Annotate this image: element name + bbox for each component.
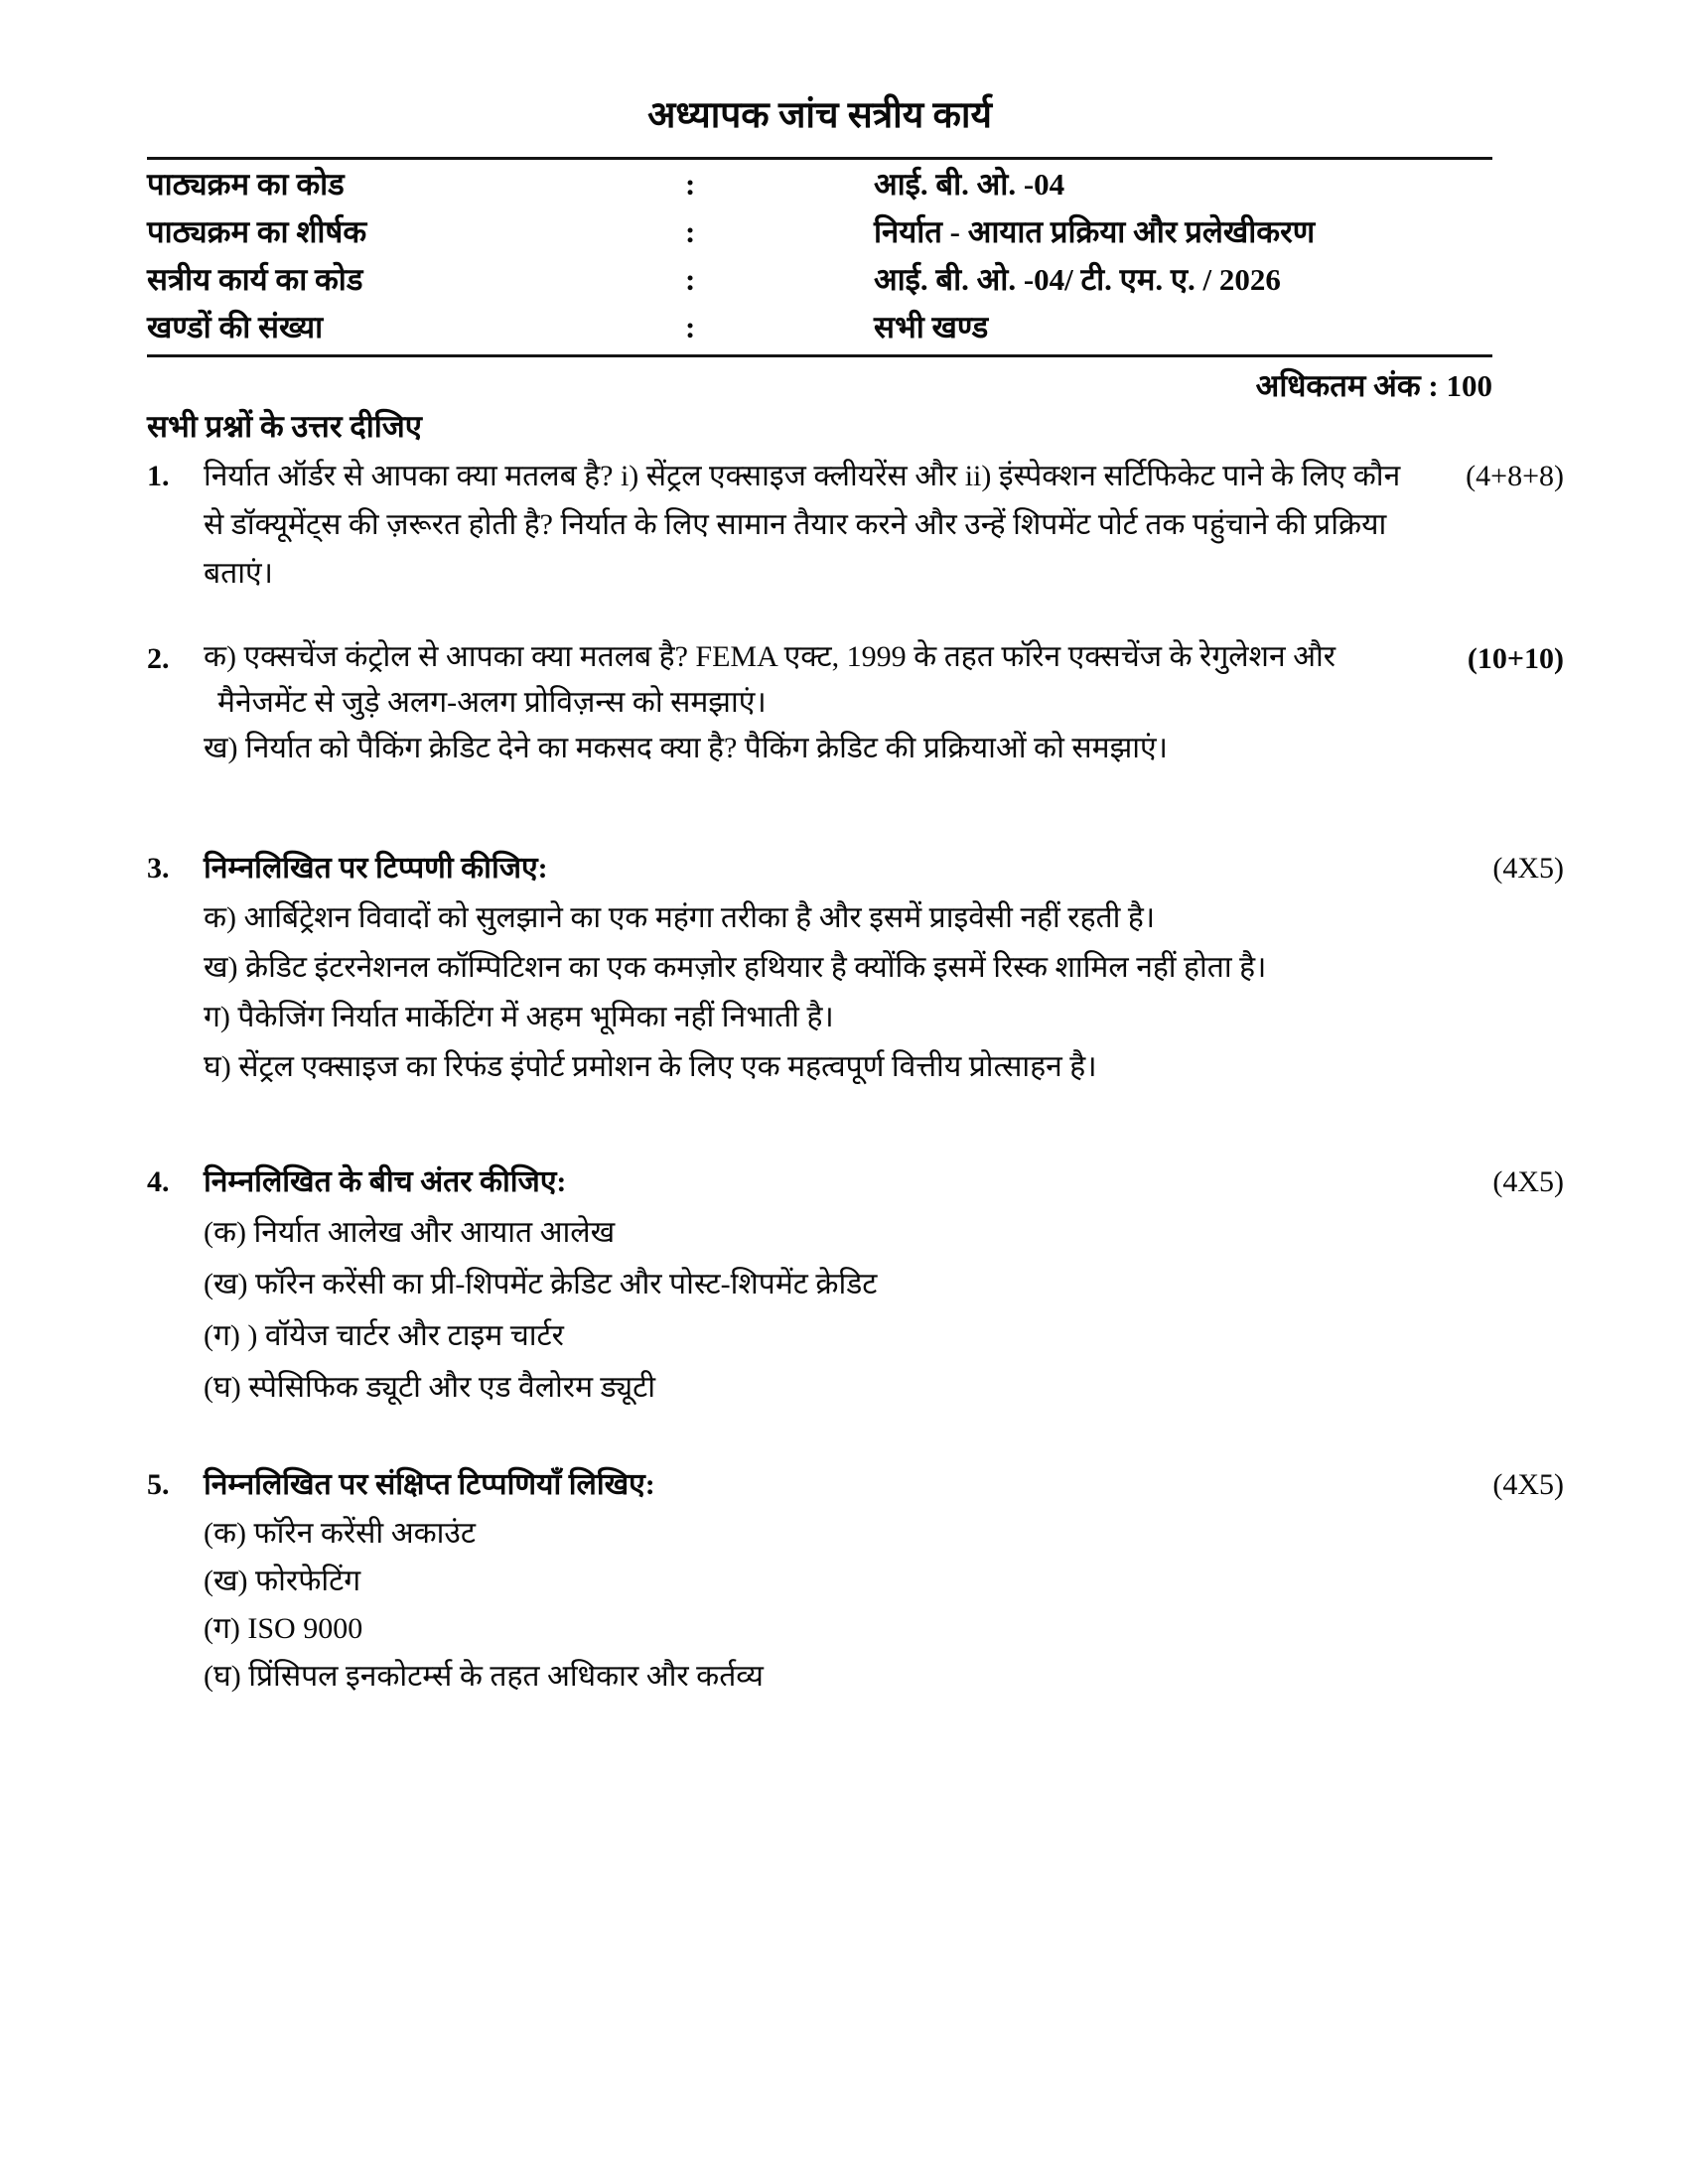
question-5-item-b: (ख) फोरफेटिंग: [204, 1565, 361, 1597]
question-2-marks: (10+10): [1467, 642, 1564, 675]
question-3-item-d: घ) सेंट्रल एक्साइज का रिफंड इंपोर्ट प्रमोशन के लिए एक महत्वपूर्ण वित्तीय प्रोत्साहन है।: [204, 1050, 1097, 1083]
assignment-code-value: आई. बी. ओ. -04/ टी. एम. ए. / 2026: [874, 262, 1281, 297]
colon-separator: :: [685, 262, 696, 297]
question-4-body: [204, 1158, 1425, 1414]
question-4-item-d: (घ) स्पेसिफिक ड्यूटी और एड वैलोरम ड्यूटी: [204, 1371, 656, 1404]
page-content: [147, 92, 1564, 1701]
course-info-table: [147, 157, 1492, 357]
question-2-item-b: ख) निर्यात को पैकिंग क्रेडिट देने का मकसद क्या है? पैकिंग क्रेडिट की प्रक्रियाओं को समझाएं।: [204, 732, 1168, 764]
page-title: अध्यापक जांच सत्रीय कार्य: [647, 95, 992, 136]
question-2: [147, 634, 1564, 771]
answer-all-instruction: सभी प्रश्नों के उत्तर दीजिए: [147, 409, 422, 444]
question-5-item-a: (क) फॉरेन करेंसी अकाउंट: [204, 1517, 476, 1550]
question-5-heading: निम्नलिखित पर संक्षिप्त टिप्पणियाँ लिखिए:: [204, 1468, 655, 1501]
question-3-marks: (4X5): [1492, 852, 1564, 885]
question-4-heading: निम्नलिखित के बीच अंतर कीजिए:: [204, 1165, 567, 1198]
course-code-value: आई. बी. ओ. -04: [874, 167, 1065, 202]
question-1-number: 1.: [147, 460, 170, 492]
blocks-count-label: खण्डों की संख्या: [147, 310, 324, 344]
question-3-item-c: ग) पैकेजिंग निर्यात मार्केटिंग में अहम भूमिका नहीं निभाती है।: [204, 1001, 834, 1033]
question-4-item-a: (क) निर्यात आलेख और आयात आलेख: [204, 1216, 616, 1249]
colon-separator: :: [685, 310, 696, 344]
course-title-label: पाठ्यक्रम का शीर्षक: [147, 214, 367, 249]
max-marks: अधिकतम अंक : 100: [1255, 368, 1492, 403]
question-5-item-c: (ग) ISO 9000: [204, 1612, 363, 1645]
question-5-body: [204, 1460, 1425, 1701]
question-1-text: निर्यात ऑर्डर से आपका क्या मतलब है? i) सेंट्रल एक्साइज क्लीयरेंस और ii) इंस्पेक्शन सर्टिफिकेट पाने के लिए कौन से डॉक्यूमेंट्स की ज़रूरत होती है? निर्यात के लिए सामान तैयार करने और उन्हें शिपमेंट पोर्ट तक पहुंचाने की प्रक्रिया बताएं।: [204, 460, 1401, 590]
question-5-marks: (4X5): [1492, 1468, 1564, 1501]
question-1-marks: (4+8+8): [1466, 460, 1564, 492]
question-1: [147, 452, 1564, 598]
course-code-label: पाठ्यक्रम का कोड: [147, 167, 345, 202]
question-5-item-d: (घ) प्रिंसिपल इनकोटर्म्स के तहत अधिकार और कर्तव्य: [204, 1660, 764, 1693]
question-4-marks: (4X5): [1492, 1165, 1564, 1198]
colon-separator: :: [685, 214, 696, 249]
assignment-code-label: सत्रीय कार्य का कोड: [147, 262, 363, 297]
question-2-body: [204, 634, 1425, 771]
question-4: [147, 1158, 1564, 1414]
question-4-item-c: (ग) ) वॉयेज चार्टर और टाइम चार्टर: [204, 1319, 564, 1352]
question-3-heading: निम्नलिखित पर टिप्पणी कीजिए:: [204, 852, 548, 885]
question-3: [147, 844, 1564, 1092]
course-title-value: निर्यात - आयात प्रक्रिया और प्रलेखीकरण: [874, 214, 1316, 249]
question-5: [147, 1460, 1564, 1701]
colon-separator: :: [685, 167, 696, 202]
question-5-number: 5.: [147, 1468, 170, 1501]
blocks-count-value: सभी खण्ड: [874, 310, 989, 344]
question-3-number: 3.: [147, 852, 170, 885]
question-3-item-a: क) आर्बिट्रेशन विवादों को सुलझाने का एक महंगा तरीका है और इसमें प्राइवेसी नहीं रहती है।: [204, 901, 1156, 934]
question-2-number: 2.: [147, 642, 170, 675]
question-2-item-a: क) एक्सचेंज कंट्रोल से आपका क्या मतलब है? FEMA एक्ट, 1999 के तहत फॉरेन एक्सचेंज के रेगुलेशन और मैनेजमेंट से जुड़े अलग-अलग प्रोविज़न्स को समझाएं।: [204, 640, 1336, 719]
question-4-item-b: (ख) फॉरेन करेंसी का प्री-शिपमेंट क्रेडिट और पोस्ट-शिपमेंट क्रेडिट: [204, 1268, 878, 1300]
question-4-number: 4.: [147, 1165, 170, 1198]
question-3-item-b: ख) क्रेडिट इंटरनेशनल कॉम्पिटिशन का एक कमज़ोर हथियार है क्योंकि इसमें रिस्क शामिल नहीं होता है।: [204, 951, 1267, 984]
question-3-body: [204, 844, 1425, 1092]
